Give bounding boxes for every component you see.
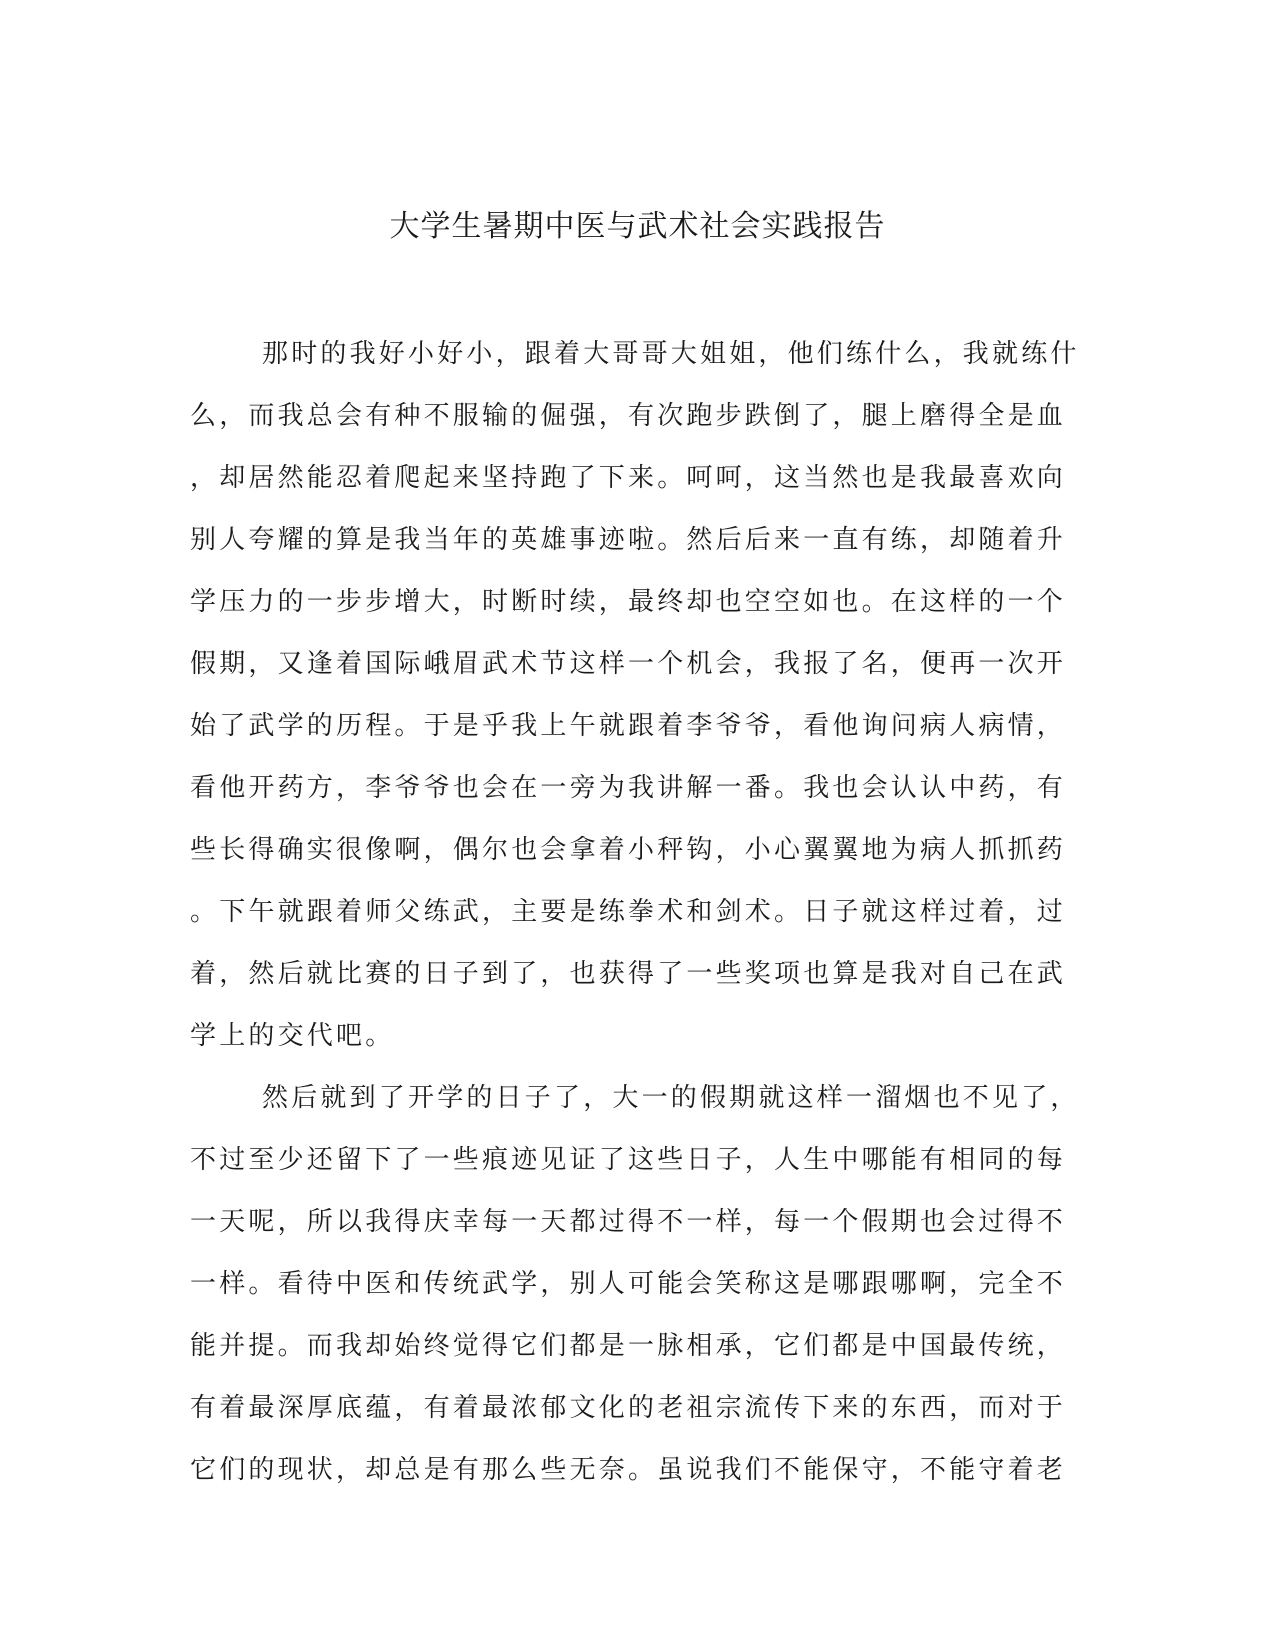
paragraph-line: 学压力的一步步增大，时断时续，最终却也空空如也。在这样的一个 (190, 587, 1067, 617)
paragraph-line: 着，然后就比赛的日子到了，也获得了一些奖项也算是我对自己在武 (190, 959, 1067, 989)
paragraph-line: 一天呢，所以我得庆幸每一天都过得不一样，每一个假期也会过得不 (190, 1207, 1067, 1237)
paragraph-line: 。下午就跟着师父练武，主要是练拳术和剑术。日子就这样过着，过 (190, 897, 1067, 927)
paragraph-line: 么，而我总会有种不服输的倔强，有次跑步跌倒了，腿上磨得全是血 (190, 401, 1067, 431)
paragraph-line: 别人夸耀的算是我当年的英雄事迹啦。然后后来一直有练，却随着升 (190, 525, 1067, 555)
document-body (190, 330, 1090, 1508)
paragraph-line: ，却居然能忍着爬起来坚持跑了下来。呵呵，这当然也是我最喜欢向 (190, 463, 1067, 493)
paragraph-line: 那时的我好小好小，跟着大哥哥大姐姐，他们练什么，我就练什 (262, 339, 1080, 369)
paragraph-line: 能并提。而我却始终觉得它们都是一脉相承，它们都是中国最传统， (190, 1331, 1067, 1361)
paragraph-line: 有着最深厚底蕴，有着最浓郁文化的老祖宗流传下来的东西，而对于 (190, 1393, 1067, 1423)
paragraph-line: 一样。看待中医和传统武学，别人可能会笑称这是哪跟哪啊，完全不 (190, 1269, 1067, 1299)
paragraph-line: 始了武学的历程。于是乎我上午就跟着李爷爷，看他询问病人病情， (190, 711, 1067, 741)
document-title: 大学生暑期中医与武术社会实践报告 (389, 209, 886, 244)
paragraph-2 (190, 1074, 1090, 1508)
paragraph-line: 看他开药方，李爷爷也会在一旁为我讲解一番。我也会认认中药，有 (190, 773, 1067, 803)
paragraph-line: 然后就到了开学的日子了，大一的假期就这样一溜烟也不见了， (262, 1083, 1080, 1113)
paragraph-line: 些长得确实很像啊，偶尔也会拿着小秤钩，小心翼翼地为病人抓抓药 (190, 835, 1067, 865)
paragraph-line: 它们的现状，却总是有那么些无奈。虽说我们不能保守，不能守着老 (190, 1455, 1067, 1485)
paragraph-line: 假期，又逢着国际峨眉武术节这样一个机会，我报了名，便再一次开 (190, 649, 1067, 679)
paragraph-1 (190, 330, 1090, 1074)
paragraph-line: 学上的交代吧。 (190, 1021, 395, 1051)
paragraph-line: 不过至少还留下了一些痕迹见证了这些日子，人生中哪能有相同的每 (190, 1145, 1067, 1175)
